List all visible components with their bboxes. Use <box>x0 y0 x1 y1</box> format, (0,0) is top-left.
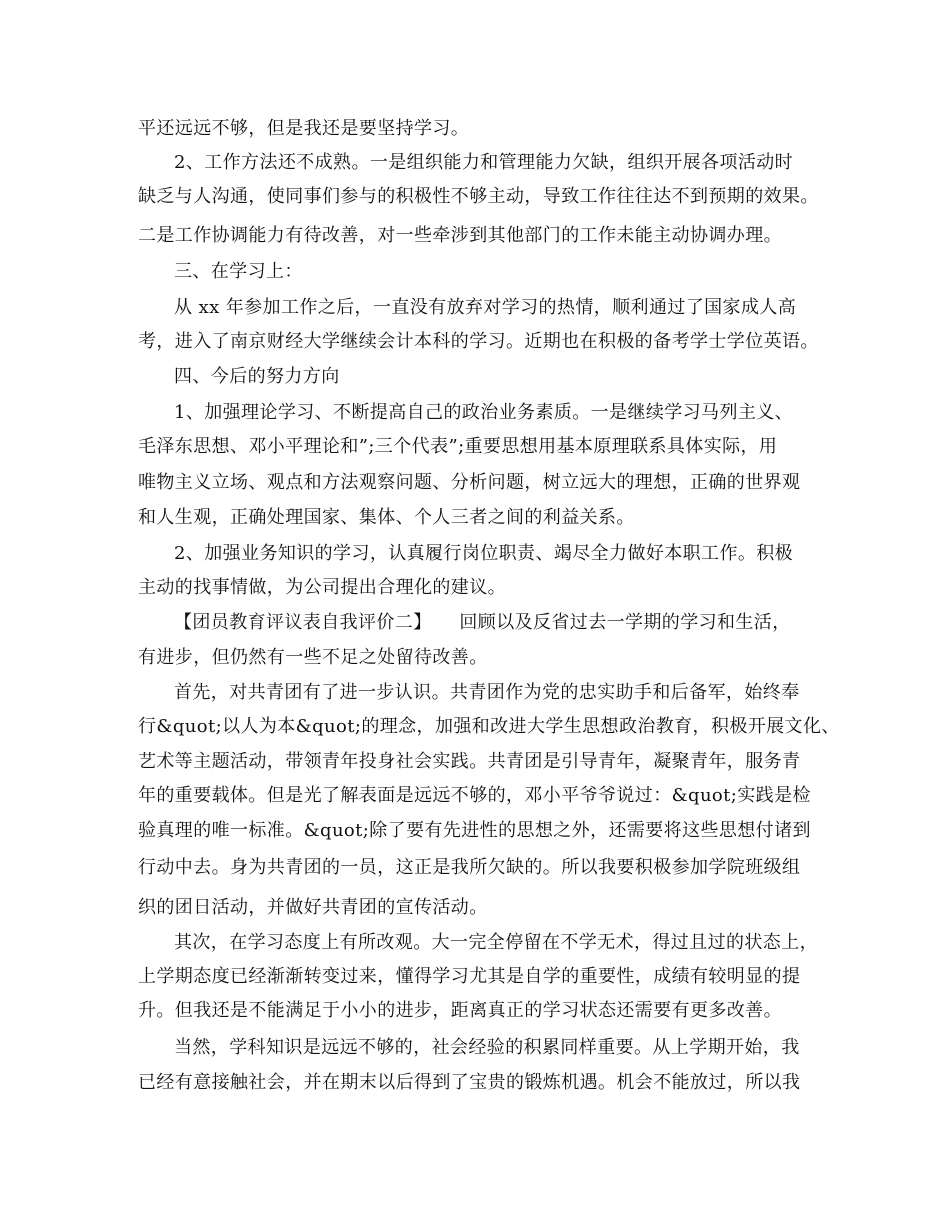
text-line: 有进步，但仍然有一些不足之处留待改善。 <box>138 647 488 668</box>
text-line: 二是工作协调能力有待改善，对一些牵涉到其他部门的工作未能主动协调办理。 <box>138 225 782 246</box>
section-heading: 【团员教育评议表自我评价二】 回顾以及反省过去一学期的学习和生活， <box>174 612 791 633</box>
text-line: 行动中去。身为共青团的一员，这正是我所欠缺的。所以我要积极参加学院班级组 <box>138 857 801 878</box>
text-line: 上学期态度已经渐渐转变过来，懂得学习尤其是自学的重要性，成绩有较明显的提 <box>138 966 801 987</box>
text-line: 升。但我还是不能满足于小小的进步，距离真正的学习状态还需要有更多改善。 <box>138 1000 782 1021</box>
text-line: 艺术等主题活动，带领青年投身社会实践。共青团是引导青年，凝聚青年，服务青 <box>138 751 801 772</box>
text-line: 2、加强业务知识的学习，认真履行岗位职责、竭尽全力做好本职工作。积极 <box>174 543 794 564</box>
text-line: 首先，对共青团有了进一步认识。共青团作为党的忠实助手和后备军，始终奉 <box>174 682 800 703</box>
text-line: 当然，学科知识是远远不够的，社会经验的积累同样重要。从上学期开始，我 <box>174 1037 800 1058</box>
text-line: 从 xx 年参加工作之后，一直没有放弃对学习的热情，顺利通过了国家成人高 <box>174 297 797 318</box>
text-line: 验真理的唯一标准。&quot;除了要有先进性的思想之外，还需要将这些思想付诸到 <box>138 820 811 841</box>
text-line: 唯物主义立场、观点和方法观察问题、分析问题，树立远大的理想，正确的世界观 <box>138 472 801 493</box>
text-line: 1、加强理论学习、不断提高自己的政治业务素质。一是继续学习马列主义、 <box>174 402 794 423</box>
text-line: 已经有意接触社会，并在期末以后得到了宝贵的锻炼机遇。机会不能放过，所以我 <box>138 1072 801 1093</box>
text-line: 年的重要载体。但是光了解表面是远远不够的，邓小平爷爷说过：&quot;实践是检 <box>138 785 811 806</box>
text-line: 缺乏与人沟通，使同事们参与的积极性不够主动，导致工作往往达不到预期的效果。 <box>138 186 819 207</box>
text-line: 行&quot;以人为本&quot;的理念，加强和改进大学生思想政治教育，积极开展文化、 <box>138 716 840 737</box>
section-heading: 三、在学习上： <box>174 261 303 282</box>
text-line: 平还远远不够，但是我还是要坚持学习。 <box>138 118 470 139</box>
text-line: 和人生观，正确处理国家、集体、个人三者之间的利益关系。 <box>138 507 635 528</box>
text-line: 主动的找事情做，为公司提出合理化的建议。 <box>138 577 506 598</box>
text-line: 2、工作方法还不成熟。一是组织能力和管理能力欠缺，组织开展各项活动时 <box>174 152 794 173</box>
section-heading: 四、今后的努力方向 <box>174 366 340 387</box>
text-line: 考，进入了南京财经大学继续会计本科的学习。近期也在积极的备考学士学位英语。 <box>138 331 819 352</box>
text-line: 毛泽东思想、邓小平理论和”;三个代表”;重要思想用基本原理联系具体实际，用 <box>138 436 778 457</box>
text-line: 织的团日活动，并做好共青团的宣传活动。 <box>138 897 488 918</box>
text-line: 其次，在学习态度上有所改观。大一完全停留在不学无术，得过且过的状态上， <box>174 932 818 953</box>
